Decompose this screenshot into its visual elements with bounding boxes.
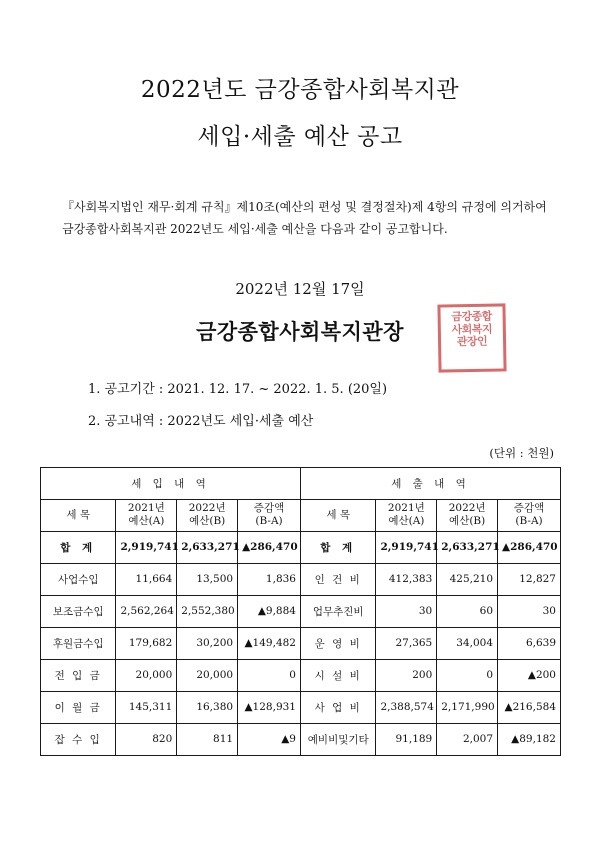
expense-name: 인 건 비 bbox=[300, 563, 375, 595]
col-expense-2021 bbox=[376, 499, 437, 531]
expense-name: 시 설 비 bbox=[300, 659, 375, 691]
table-row bbox=[41, 595, 561, 627]
title-block bbox=[40, 0, 560, 151]
intro-paragraph bbox=[40, 196, 560, 240]
income-diff: ▲128,931 bbox=[238, 691, 301, 723]
notice-items bbox=[40, 378, 560, 429]
col-income-diff bbox=[238, 499, 301, 531]
signer-block bbox=[40, 309, 560, 356]
income-diff: ▲9 bbox=[238, 723, 301, 755]
income-name: 사업수입 bbox=[41, 563, 116, 595]
col-income-diff-l1: 증감액 bbox=[253, 502, 285, 515]
expense-2021: 27,365 bbox=[376, 627, 437, 659]
col-income-diff-l2: (B-A) bbox=[255, 515, 283, 528]
group-header-income: 세 입 내 역 bbox=[41, 467, 301, 499]
col-income-2022 bbox=[177, 499, 238, 531]
income-diff: 0 bbox=[238, 659, 301, 691]
col-expense-2021-l1: 2021년 bbox=[387, 502, 425, 515]
expense-diff: 30 bbox=[498, 595, 561, 627]
col-expense-name: 세 목 bbox=[300, 499, 375, 531]
income-diff: ▲149,482 bbox=[238, 627, 301, 659]
expense-2022: 2,007 bbox=[437, 723, 498, 755]
expense-2021: 91,189 bbox=[376, 723, 437, 755]
table-row bbox=[41, 563, 561, 595]
expense-diff: 6,639 bbox=[498, 627, 561, 659]
col-expense-2022-l2: 예산(B) bbox=[449, 515, 486, 528]
col-income-2021-l1: 2021년 bbox=[127, 502, 165, 515]
expense-2021: 412,383 bbox=[376, 563, 437, 595]
expense-diff: ▲89,182 bbox=[498, 723, 561, 755]
group-header-expense: 세 출 내 역 bbox=[300, 467, 560, 499]
col-income-2022-l1: 2022년 bbox=[188, 502, 226, 515]
expense-name: 합 계 bbox=[300, 531, 375, 563]
income-2022: 13,500 bbox=[177, 563, 238, 595]
income-name: 보조금수입 bbox=[41, 595, 116, 627]
expense-2022: 425,210 bbox=[437, 563, 498, 595]
col-expense-diff bbox=[498, 499, 561, 531]
intro-line-2: 금강종합사회복지관 2022년도 세입·세출 예산을 다음과 같이 공고합니다. bbox=[62, 221, 448, 236]
income-2021: 179,682 bbox=[116, 627, 177, 659]
income-2022: 16,380 bbox=[177, 691, 238, 723]
expense-name: 예비비및기타 bbox=[300, 723, 375, 755]
income-name: 합 계 bbox=[41, 531, 116, 563]
page-title-line2: 세입·세출 예산 공고 bbox=[197, 124, 403, 151]
income-2022: 2,552,380 bbox=[177, 595, 238, 627]
table-row bbox=[41, 691, 561, 723]
expense-diff: ▲216,584 bbox=[498, 691, 561, 723]
income-2022: 2,633,271 bbox=[177, 531, 238, 563]
list-item: 1. 공고기간 : 2021. 12. 17. ~ 2022. 1. 5. (20일) bbox=[88, 381, 388, 397]
table-group-header-row bbox=[41, 467, 561, 499]
col-income-2021 bbox=[116, 499, 177, 531]
budget-table-wrap bbox=[40, 467, 560, 756]
income-diff: ▲9,884 bbox=[238, 595, 301, 627]
expense-2021: 30 bbox=[376, 595, 437, 627]
table-row bbox=[41, 531, 561, 563]
expense-2022: 34,004 bbox=[437, 627, 498, 659]
list-item: 2. 공고내역 : 2022년도 세입·세출 예산 bbox=[88, 413, 314, 429]
col-expense-diff-l2: (B-A) bbox=[515, 515, 543, 528]
expense-2021: 2,919,741 bbox=[376, 531, 437, 563]
expense-2022: 2,171,990 bbox=[437, 691, 498, 723]
expense-name: 업무추진비 bbox=[300, 595, 375, 627]
stamp-line-2: 사회복지 bbox=[451, 322, 493, 336]
table-row bbox=[41, 659, 561, 691]
col-income-name: 세 목 bbox=[41, 499, 116, 531]
expense-diff: ▲286,470 bbox=[498, 531, 561, 563]
income-2021: 11,664 bbox=[116, 563, 177, 595]
income-2021: 2,919,741 bbox=[116, 531, 177, 563]
col-expense-diff-l1: 증감액 bbox=[513, 502, 545, 515]
income-name: 이 월 금 bbox=[41, 691, 116, 723]
expense-2022: 2,633,271 bbox=[437, 531, 498, 563]
stamp-line-3: 관장인 bbox=[456, 334, 488, 349]
table-row bbox=[41, 723, 561, 755]
col-income-2021-l2: 예산(A) bbox=[128, 515, 165, 528]
col-expense-2022 bbox=[437, 499, 498, 531]
expense-2022: 0 bbox=[437, 659, 498, 691]
table-column-header-row bbox=[41, 499, 561, 531]
table-row bbox=[41, 627, 561, 659]
income-2022: 20,000 bbox=[177, 659, 238, 691]
signer-name: 금강종합사회복지관장 bbox=[196, 318, 404, 344]
income-2022: 30,200 bbox=[177, 627, 238, 659]
intro-line-1: 『사회복지법인 재무·회계 규칙』제10조(예산의 편성 및 결정절차)제 4항의 규정에 의거하여 bbox=[62, 199, 547, 214]
expense-2021: 200 bbox=[376, 659, 437, 691]
income-2021: 2,562,264 bbox=[116, 595, 177, 627]
income-2021: 145,311 bbox=[116, 691, 177, 723]
income-2021: 820 bbox=[116, 723, 177, 755]
expense-name: 사 업 비 bbox=[300, 691, 375, 723]
expense-diff: 12,827 bbox=[498, 563, 561, 595]
income-name: 전 입 금 bbox=[41, 659, 116, 691]
col-income-2022-l2: 예산(B) bbox=[189, 515, 226, 528]
col-expense-2021-l2: 예산(A) bbox=[388, 515, 425, 528]
unit-note: (단위 : 천원) bbox=[489, 445, 554, 460]
budget-table bbox=[40, 467, 561, 756]
income-2021: 20,000 bbox=[116, 659, 177, 691]
expense-2022: 60 bbox=[437, 595, 498, 627]
expense-2021: 2,388,574 bbox=[376, 691, 437, 723]
income-diff: ▲286,470 bbox=[238, 531, 301, 563]
income-diff: 1,836 bbox=[238, 563, 301, 595]
expense-name: 운 영 비 bbox=[300, 627, 375, 659]
income-name: 잡 수 입 bbox=[41, 723, 116, 755]
col-expense-2022-l1: 2022년 bbox=[448, 502, 486, 515]
income-2022: 811 bbox=[177, 723, 238, 755]
official-seal-stamp bbox=[437, 303, 506, 372]
stamp-line-1: 금강종합 bbox=[451, 309, 492, 324]
page-title-line1: 2022년도 금강종합사회복지관 bbox=[140, 77, 460, 103]
income-name: 후원금수입 bbox=[41, 627, 116, 659]
announcement-date: 2022년 12월 17일 bbox=[235, 279, 365, 298]
expense-diff: ▲200 bbox=[498, 659, 561, 691]
